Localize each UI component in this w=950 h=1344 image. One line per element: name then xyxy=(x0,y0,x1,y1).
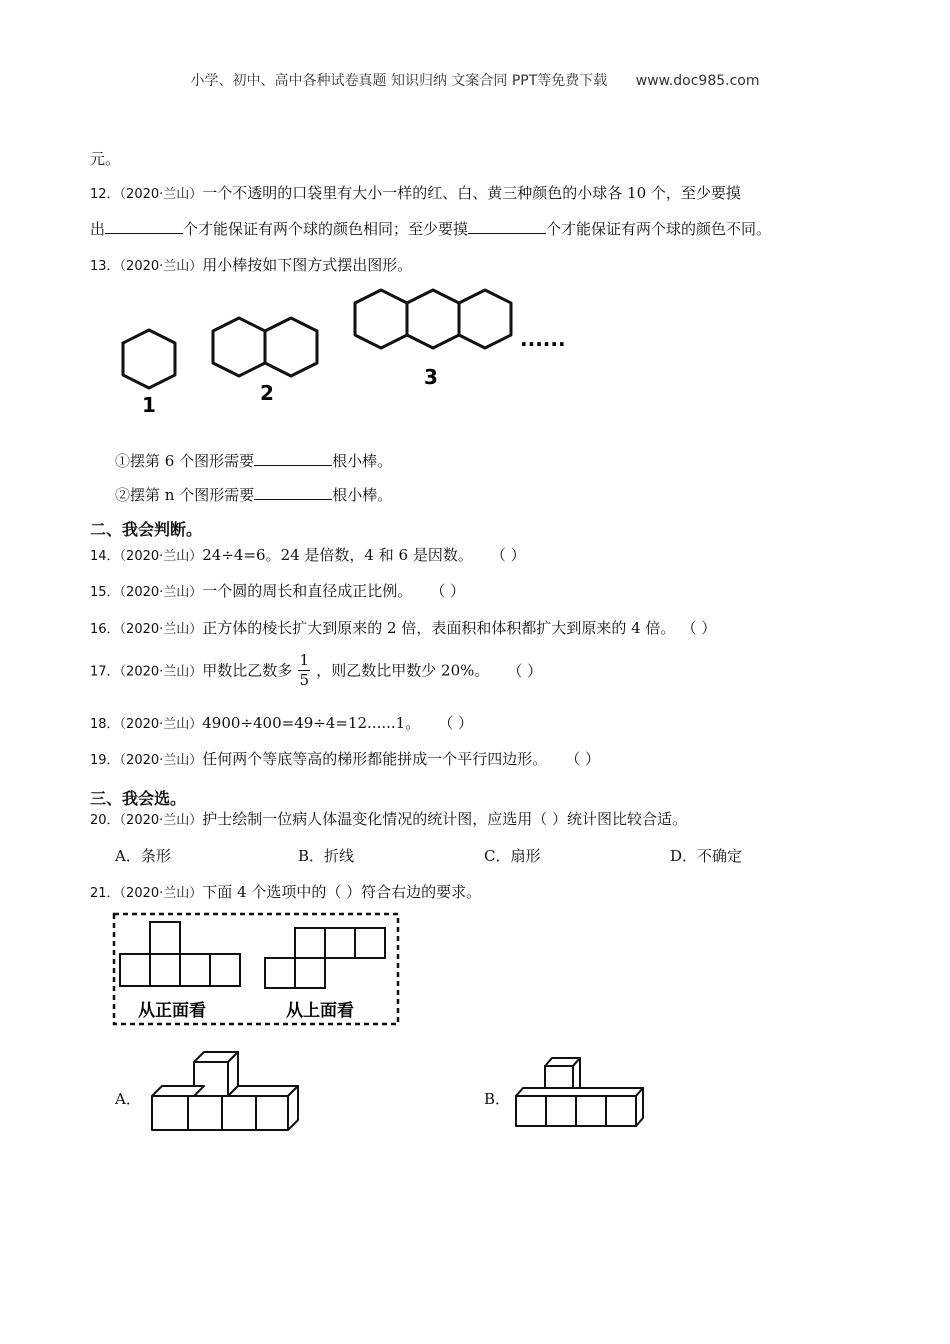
answer-paren[interactable]: （ ） xyxy=(430,582,466,600)
answer-paren[interactable]: （ ） xyxy=(490,546,526,564)
option-b-label[interactable]: B． xyxy=(484,1090,511,1108)
hexagon-fig1 xyxy=(123,330,175,388)
option-a-label[interactable]: A． xyxy=(115,1090,141,1108)
section-title: 二、我会判断。 xyxy=(90,520,203,539)
q17: 17．（2020·兰山）甲数比乙数多 $\frac{1}{5}$ ，则乙数比甲数少 20%。 （ ） xyxy=(90,651,543,689)
header-text: 小学、初中、高中各种试卷真题 知识归纳 文案合同 PPT等免费下载 xyxy=(190,73,608,89)
q15: 15．（2020·兰山）一个圆的周长和直径成正比例。 （ ） xyxy=(90,582,466,600)
q13-sub2: ②摆第 n 个图形需要 根小棒。 xyxy=(115,486,393,504)
views-figure xyxy=(110,910,402,1030)
page-header xyxy=(0,70,950,90)
q18: 18．（2020·兰山）4900÷400=49÷4=12......1。 （ ） xyxy=(90,714,473,732)
option-b[interactable]: B．折线 xyxy=(298,847,355,865)
fraction: $\frac{1}{5}$ xyxy=(299,651,310,689)
hexagon-fig3b xyxy=(407,290,459,348)
hexagon-fig2b xyxy=(265,318,317,376)
option-a-cubes[interactable] xyxy=(148,1048,303,1138)
figure-label-3: 3 xyxy=(424,365,438,389)
q14: 14．（2020·兰山）24÷4=6。24 是倍数，4 和 6 是因数。 （ ） xyxy=(90,546,526,564)
q19: 19．（2020·兰山）任何两个等底等高的梯形都能拼成一个平行四边形。 （ ） xyxy=(90,750,601,768)
option-d[interactable]: D．不确定 xyxy=(670,847,743,865)
header-site: www.doc985.com xyxy=(635,73,760,89)
answer-paren[interactable]: （ ） xyxy=(681,619,717,637)
q13-line: 13．（2020·兰山）用小棒按如下图方式摆出图形。 xyxy=(90,256,413,274)
hexagon-fig3a xyxy=(355,290,407,348)
answer-blank[interactable] xyxy=(105,219,183,234)
q12-line2: 出 个才能保证有两个球的颜色相同；至少要摸 个才能保证有两个球的颜色不同。 xyxy=(90,220,772,238)
q20: 20．（2020·兰山）护士绘制一位病人体温变化情况的统计图，应选用（ ）统计图比较合适。 xyxy=(90,810,688,828)
top-view-label: 从上面看 xyxy=(286,1001,354,1021)
q13-sub1: ①摆第 6 个图形需要 根小棒。 xyxy=(115,452,393,470)
ellipsis: ...... xyxy=(520,327,566,351)
figure-label-1: 1 xyxy=(142,393,156,417)
hexagon-figure xyxy=(110,280,590,420)
option-b-cubes[interactable] xyxy=(512,1056,652,1136)
answer-blank[interactable] xyxy=(254,451,332,466)
answer-paren[interactable]: （ ） xyxy=(565,750,601,768)
figure-label-2: 2 xyxy=(260,381,274,405)
hexagon-fig2a xyxy=(213,318,265,376)
answer-blank[interactable] xyxy=(254,485,332,500)
section-title: 三、我会选。 xyxy=(90,789,187,808)
option-c[interactable]: C．扇形 xyxy=(484,847,541,865)
answer-paren[interactable]: （ ） xyxy=(438,714,473,732)
q21: 21．（2020·兰山）下面 4 个选项中的（ ）符合右边的要求。 xyxy=(90,883,482,901)
q16: 16．（2020·兰山）正方体的棱长扩大到原来的 2 倍，表面积和体积都扩大到原来的 4 倍。 （ ） xyxy=(90,619,717,637)
hexagon-fig3c xyxy=(459,290,511,348)
option-a[interactable]: A．条形 xyxy=(115,847,171,865)
answer-paren[interactable]: （ ） xyxy=(507,661,543,680)
front-view-label: 从正面看 xyxy=(138,1001,206,1021)
q12-line1: 12．（2020·兰山）一个不透明的口袋里有大小一样的红、白、黄三种颜色的小球各 10 个，至少要摸 xyxy=(90,184,741,202)
q11-tail: 元。 xyxy=(90,150,121,168)
answer-blank[interactable] xyxy=(468,219,546,234)
